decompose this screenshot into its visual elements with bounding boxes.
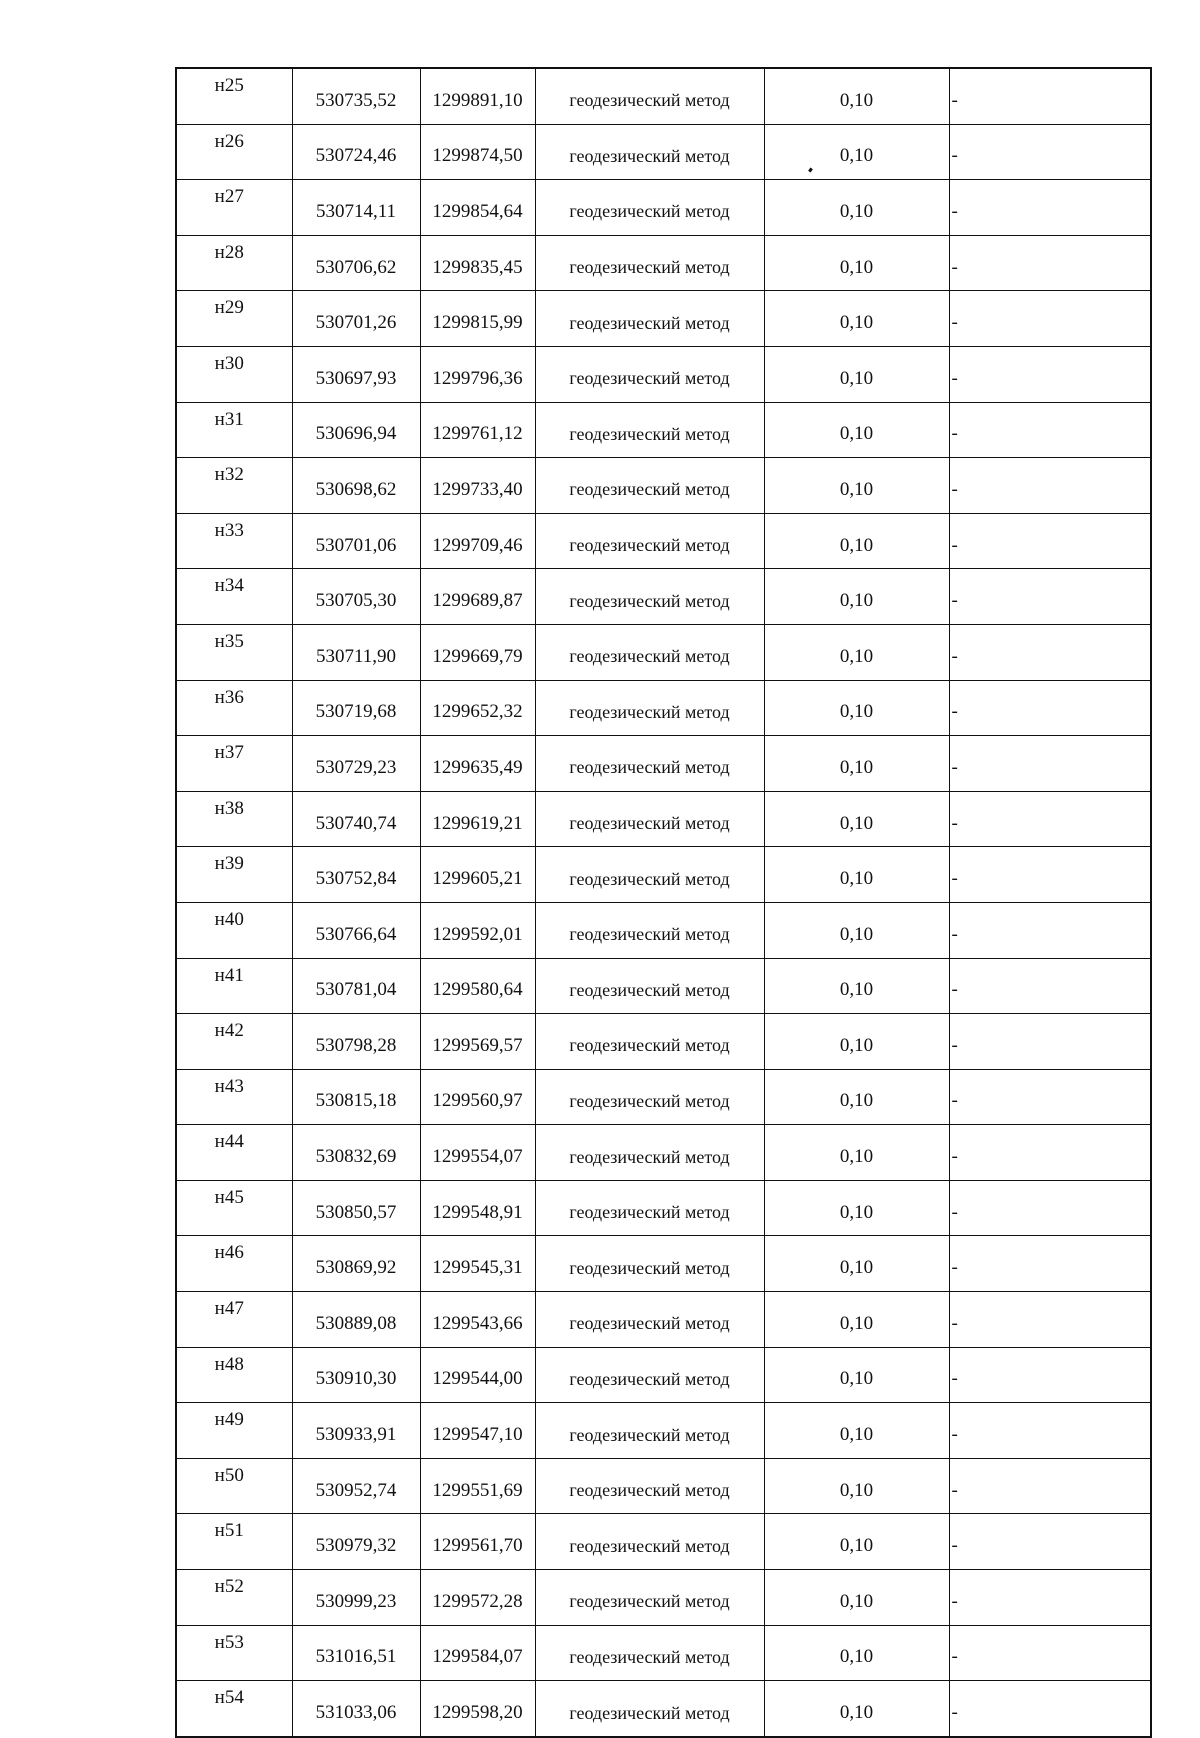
method-cell: геодезический метод (535, 1347, 764, 1403)
y-coordinate-cell: 1299619,21 (420, 791, 535, 847)
table-row (176, 1125, 1151, 1181)
precision-cell: 0,10 (764, 235, 949, 291)
point-number-cell: н32 (176, 458, 292, 514)
point-number-cell: н25 (176, 68, 292, 124)
description-cell: - (949, 902, 1151, 958)
table-row (176, 1458, 1151, 1514)
y-coordinate-cell: 1299560,97 (420, 1069, 535, 1125)
precision-cell: 0,10 (764, 791, 949, 847)
precision-cell: 0,10 (764, 1514, 949, 1570)
method-cell: геодезический метод (535, 346, 764, 402)
table-row (176, 1347, 1151, 1403)
precision-cell: 0,10 (764, 569, 949, 625)
point-number-cell: н50 (176, 1458, 292, 1514)
point-number-cell: н44 (176, 1125, 292, 1181)
table-row (176, 458, 1151, 514)
description-cell: - (949, 1125, 1151, 1181)
method-cell: геодезический метод (535, 847, 764, 903)
precision-cell: 0,10 (764, 847, 949, 903)
method-cell: геодезический метод (535, 1236, 764, 1292)
description-cell: - (949, 1514, 1151, 1570)
precision-cell: 0,10 (764, 1347, 949, 1403)
table-row (176, 1625, 1151, 1681)
point-number-cell: н54 (176, 1681, 292, 1737)
table-row (176, 402, 1151, 458)
description-cell: - (949, 180, 1151, 236)
method-cell: геодезический метод (535, 1625, 764, 1681)
y-coordinate-cell: 1299543,66 (420, 1292, 535, 1348)
method-cell: геодезический метод (535, 513, 764, 569)
description-cell: - (949, 458, 1151, 514)
method-cell: геодезический метод (535, 902, 764, 958)
y-coordinate-cell: 1299733,40 (420, 458, 535, 514)
x-coordinate-cell: 530910,30 (292, 1347, 420, 1403)
y-coordinate-cell: 1299605,21 (420, 847, 535, 903)
description-cell: - (949, 1069, 1151, 1125)
table-row (176, 736, 1151, 792)
method-cell: геодезический метод (535, 402, 764, 458)
precision-cell: 0,10 (764, 1014, 949, 1070)
x-coordinate-cell: 530781,04 (292, 958, 420, 1014)
description-cell: - (949, 235, 1151, 291)
table-row (176, 569, 1151, 625)
method-cell: геодезический метод (535, 180, 764, 236)
table-row (176, 1180, 1151, 1236)
x-coordinate-cell: 530701,26 (292, 291, 420, 347)
y-coordinate-cell: 1299635,49 (420, 736, 535, 792)
point-number-cell: н33 (176, 513, 292, 569)
precision-cell: 0,10 (764, 1625, 949, 1681)
point-number-cell: н51 (176, 1514, 292, 1570)
point-number-cell: н38 (176, 791, 292, 847)
table-row (176, 1514, 1151, 1570)
x-coordinate-cell: 530889,08 (292, 1292, 420, 1348)
y-coordinate-cell: 1299835,45 (420, 235, 535, 291)
description-cell: - (949, 1292, 1151, 1348)
x-coordinate-cell: 530701,06 (292, 513, 420, 569)
precision-cell: 0,10 (764, 1069, 949, 1125)
precision-cell: 0,10 (764, 1180, 949, 1236)
table-row (176, 902, 1151, 958)
description-cell: - (949, 680, 1151, 736)
table-row (176, 1236, 1151, 1292)
point-number-cell: н47 (176, 1292, 292, 1348)
point-number-cell: н45 (176, 1180, 292, 1236)
y-coordinate-cell: 1299551,69 (420, 1458, 535, 1514)
precision-cell: 0,10 (764, 1236, 949, 1292)
x-coordinate-cell: 530979,32 (292, 1514, 420, 1570)
precision-cell: 0,10 (764, 1125, 949, 1181)
point-number-cell: н27 (176, 180, 292, 236)
x-coordinate-cell: 530724,46 (292, 124, 420, 180)
precision-cell: 0,10 (764, 124, 949, 180)
description-cell: - (949, 1236, 1151, 1292)
method-cell: геодезический метод (535, 1458, 764, 1514)
x-coordinate-cell: 530706,62 (292, 235, 420, 291)
precision-cell: 0,10 (764, 624, 949, 680)
description-cell: - (949, 736, 1151, 792)
x-coordinate-cell: 530729,23 (292, 736, 420, 792)
description-cell: - (949, 791, 1151, 847)
precision-cell: 0,10 (764, 958, 949, 1014)
table-row (176, 791, 1151, 847)
y-coordinate-cell: 1299584,07 (420, 1625, 535, 1681)
precision-cell: 0,10 (764, 902, 949, 958)
precision-cell: 0,10 (764, 458, 949, 514)
method-cell: геодезический метод (535, 1681, 764, 1737)
y-coordinate-cell: 1299545,31 (420, 1236, 535, 1292)
x-coordinate-cell: 530869,92 (292, 1236, 420, 1292)
x-coordinate-cell: 530735,52 (292, 68, 420, 124)
x-coordinate-cell: 531016,51 (292, 1625, 420, 1681)
description-cell: - (949, 1681, 1151, 1737)
y-coordinate-cell: 1299598,20 (420, 1681, 535, 1737)
description-cell: - (949, 1625, 1151, 1681)
y-coordinate-cell: 1299669,79 (420, 624, 535, 680)
description-cell: - (949, 1180, 1151, 1236)
point-number-cell: н26 (176, 124, 292, 180)
x-coordinate-cell: 530766,64 (292, 902, 420, 958)
description-cell: - (949, 124, 1151, 180)
x-coordinate-cell: 530815,18 (292, 1069, 420, 1125)
x-coordinate-cell: 530698,62 (292, 458, 420, 514)
method-cell: геодезический метод (535, 680, 764, 736)
x-coordinate-cell: 530705,30 (292, 569, 420, 625)
x-coordinate-cell: 530999,23 (292, 1570, 420, 1626)
method-cell: геодезический метод (535, 569, 764, 625)
precision-cell: 0,10 (764, 1458, 949, 1514)
coordinates-table-body (176, 68, 1151, 1737)
point-number-cell: н30 (176, 346, 292, 402)
point-number-cell: н40 (176, 902, 292, 958)
precision-cell: 0,10 (764, 736, 949, 792)
y-coordinate-cell: 1299561,70 (420, 1514, 535, 1570)
table-row (176, 680, 1151, 736)
y-coordinate-cell: 1299544,00 (420, 1347, 535, 1403)
description-cell: - (949, 1347, 1151, 1403)
point-number-cell: н35 (176, 624, 292, 680)
x-coordinate-cell: 530952,74 (292, 1458, 420, 1514)
description-cell: - (949, 847, 1151, 903)
method-cell: геодезический метод (535, 235, 764, 291)
point-number-cell: н31 (176, 402, 292, 458)
precision-cell: 0,10 (764, 513, 949, 569)
description-cell: - (949, 1403, 1151, 1459)
table-row (176, 68, 1151, 124)
point-number-cell: н42 (176, 1014, 292, 1070)
y-coordinate-cell: 1299761,12 (420, 402, 535, 458)
method-cell: геодезический метод (535, 68, 764, 124)
point-number-cell: н52 (176, 1570, 292, 1626)
description-cell: - (949, 1458, 1151, 1514)
y-coordinate-cell: 1299854,64 (420, 180, 535, 236)
method-cell: геодезический метод (535, 1069, 764, 1125)
table-row (176, 624, 1151, 680)
x-coordinate-cell: 530752,84 (292, 847, 420, 903)
x-coordinate-cell: 530850,57 (292, 1180, 420, 1236)
method-cell: геодезический метод (535, 1125, 764, 1181)
point-number-cell: н28 (176, 235, 292, 291)
x-coordinate-cell: 530711,90 (292, 624, 420, 680)
table-row (176, 1069, 1151, 1125)
precision-cell: 0,10 (764, 680, 949, 736)
method-cell: геодезический метод (535, 736, 764, 792)
description-cell: - (949, 68, 1151, 124)
precision-cell: 0,10 (764, 180, 949, 236)
description-cell: - (949, 513, 1151, 569)
point-number-cell: н53 (176, 1625, 292, 1681)
description-cell: - (949, 291, 1151, 347)
table-row (176, 1292, 1151, 1348)
point-number-cell: н39 (176, 847, 292, 903)
y-coordinate-cell: 1299569,57 (420, 1014, 535, 1070)
x-coordinate-cell: 530740,74 (292, 791, 420, 847)
x-coordinate-cell: 531033,06 (292, 1681, 420, 1737)
coordinates-table (175, 67, 1152, 1738)
y-coordinate-cell: 1299554,07 (420, 1125, 535, 1181)
method-cell: геодезический метод (535, 1014, 764, 1070)
method-cell: геодезический метод (535, 291, 764, 347)
table-row (176, 1681, 1151, 1737)
method-cell: геодезический метод (535, 624, 764, 680)
y-coordinate-cell: 1299572,28 (420, 1570, 535, 1626)
y-coordinate-cell: 1299652,32 (420, 680, 535, 736)
precision-cell: 0,10 (764, 1681, 949, 1737)
x-coordinate-cell: 530933,91 (292, 1403, 420, 1459)
precision-cell: 0,10 (764, 291, 949, 347)
table-row (176, 1403, 1151, 1459)
precision-cell: 0,10 (764, 402, 949, 458)
precision-cell: 0,10 (764, 68, 949, 124)
method-cell: геодезический метод (535, 1292, 764, 1348)
table-row (176, 235, 1151, 291)
precision-cell: 0,10 (764, 346, 949, 402)
method-cell: геодезический метод (535, 458, 764, 514)
x-coordinate-cell: 530696,94 (292, 402, 420, 458)
method-cell: геодезический метод (535, 1514, 764, 1570)
table-row (176, 513, 1151, 569)
y-coordinate-cell: 1299796,36 (420, 346, 535, 402)
method-cell: геодезический метод (535, 1403, 764, 1459)
point-number-cell: н49 (176, 1403, 292, 1459)
table-row (176, 346, 1151, 402)
table-row (176, 291, 1151, 347)
description-cell: - (949, 402, 1151, 458)
method-cell: геодезический метод (535, 1180, 764, 1236)
y-coordinate-cell: 1299548,91 (420, 1180, 535, 1236)
precision-cell: 0,10 (764, 1570, 949, 1626)
point-number-cell: н34 (176, 569, 292, 625)
y-coordinate-cell: 1299874,50 (420, 124, 535, 180)
description-cell: - (949, 569, 1151, 625)
description-cell: - (949, 624, 1151, 680)
table-row (176, 958, 1151, 1014)
x-coordinate-cell: 530832,69 (292, 1125, 420, 1181)
y-coordinate-cell: 1299689,87 (420, 569, 535, 625)
method-cell: геодезический метод (535, 1570, 764, 1626)
precision-cell: 0,10 (764, 1292, 949, 1348)
y-coordinate-cell: 1299815,99 (420, 291, 535, 347)
table-row (176, 180, 1151, 236)
point-number-cell: н29 (176, 291, 292, 347)
method-cell: геодезический метод (535, 958, 764, 1014)
method-cell: геодезический метод (535, 791, 764, 847)
point-number-cell: н37 (176, 736, 292, 792)
table-row (176, 1014, 1151, 1070)
description-cell: - (949, 1570, 1151, 1626)
point-number-cell: н43 (176, 1069, 292, 1125)
y-coordinate-cell: 1299580,64 (420, 958, 535, 1014)
method-cell: геодезический метод (535, 124, 764, 180)
table-row (176, 1570, 1151, 1626)
y-coordinate-cell: 1299547,10 (420, 1403, 535, 1459)
table-row (176, 124, 1151, 180)
table-row (176, 847, 1151, 903)
y-coordinate-cell: 1299592,01 (420, 902, 535, 958)
precision-cell: 0,10 (764, 1403, 949, 1459)
point-number-cell: н41 (176, 958, 292, 1014)
x-coordinate-cell: 530697,93 (292, 346, 420, 402)
x-coordinate-cell: 530798,28 (292, 1014, 420, 1070)
point-number-cell: н48 (176, 1347, 292, 1403)
description-cell: - (949, 346, 1151, 402)
x-coordinate-cell: 530719,68 (292, 680, 420, 736)
point-number-cell: н36 (176, 680, 292, 736)
y-coordinate-cell: 1299891,10 (420, 68, 535, 124)
description-cell: - (949, 958, 1151, 1014)
point-number-cell: н46 (176, 1236, 292, 1292)
x-coordinate-cell: 530714,11 (292, 180, 420, 236)
y-coordinate-cell: 1299709,46 (420, 513, 535, 569)
description-cell: - (949, 1014, 1151, 1070)
